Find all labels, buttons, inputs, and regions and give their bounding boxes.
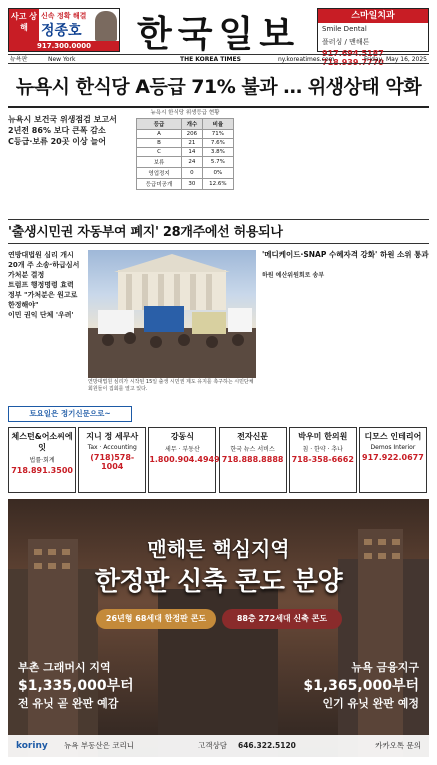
table-cell: 7.6%: [202, 139, 233, 148]
table-header: 개수: [182, 119, 203, 130]
masthead-subtitle: THE KOREA TIMES: [180, 56, 241, 63]
ad-left-offer: [18, 659, 158, 711]
phone-number[interactable]: 646.322.5120: [238, 741, 296, 750]
portrait-image: [95, 11, 117, 41]
table-row: [137, 148, 234, 157]
lead-body-col4: [338, 112, 429, 218]
table-cell: 21: [182, 139, 203, 148]
ad-pill-2: 88층 272세대 신축 콘도: [222, 609, 342, 629]
ad-right-offer: [279, 659, 419, 711]
ad-strip: [8, 427, 429, 493]
ad-strip-title: 전자신문: [237, 432, 269, 441]
ad-strip-phone: (718)578-1004: [90, 453, 135, 471]
dateline-bar: [8, 54, 429, 64]
lead-body-col2: [136, 192, 234, 218]
table-header-row: [137, 119, 234, 130]
table-cell: B: [137, 139, 182, 148]
ad-strip-item[interactable]: [148, 427, 220, 493]
ad-strip-phone: 718.891.3500: [11, 466, 73, 475]
brand-logo[interactable]: koriny: [16, 741, 48, 751]
grade-table: [136, 118, 234, 190]
ad-right-line1: Smile Dental: [322, 25, 367, 33]
table-cell: 71%: [202, 130, 233, 139]
third-body-col2: [348, 282, 429, 422]
site-label[interactable]: ny.koreatimes.com: [278, 56, 335, 63]
protest-photo-graphic: [88, 250, 256, 378]
table-cell: 12.6%: [202, 179, 233, 190]
table-row: [137, 179, 234, 190]
ad-strip-item[interactable]: [78, 427, 146, 493]
offer-note: 인기 유닛 완판 예정: [322, 697, 419, 710]
ad-strip-phone: 917.922.0677: [362, 453, 424, 462]
third-subhead: 하원 예산위원회로 송부: [262, 272, 325, 279]
ad-left-phone: 917.300.0000: [9, 41, 119, 51]
table-cell: 등급미공개: [137, 179, 182, 190]
table-cell: 0%: [202, 168, 233, 179]
offer-price: $1,335,000부터: [18, 678, 134, 694]
ad-strip-item[interactable]: [289, 427, 357, 493]
ad-strip-sub: Tax · Accounting: [87, 444, 137, 451]
ad-strip-sub: Demos Interior: [370, 444, 416, 451]
ad-strip-item[interactable]: [359, 427, 427, 493]
ad-strip-title: 지니 정 세무사: [86, 432, 139, 441]
ad-strip-phone: 718.888.8888: [221, 455, 284, 464]
offer-area: 부촌 그래머시 지역: [18, 661, 111, 674]
ad-left-name: 정종호: [41, 23, 82, 39]
second-headline[interactable]: '출생시민권 자동부여 폐지' 28개주에선 허용되나: [8, 222, 429, 244]
subscription-banner[interactable]: 토요일은 정기신문으로~: [8, 406, 132, 422]
table-cell: 24: [182, 157, 203, 168]
ad-strip-sub: 한국 뉴스 서비스: [230, 446, 275, 453]
deck-line: 정부 "가처분은 원고로 한정해야": [8, 291, 78, 309]
table-header: 등급: [137, 119, 182, 130]
ad-strip-title: 디모스 인테리어: [364, 432, 422, 441]
condo-ad[interactable]: [8, 499, 429, 757]
second-body-col1: [8, 306, 84, 402]
table-row: [137, 139, 234, 148]
protest-photo[interactable]: [88, 250, 256, 378]
table-cell: 3.8%: [202, 148, 233, 157]
ad-strip-sub: 법률·회계: [29, 457, 55, 464]
ad-right-phone1: 917.694.5187: [322, 49, 384, 58]
third-headline[interactable]: '메디케이드·SNAP 수혜자격 강화' 하원 소위 통과: [262, 250, 429, 259]
newspaper-title: 한국일보: [136, 13, 301, 55]
table-row: [137, 130, 234, 139]
offer-price: $1,365,000부터: [303, 678, 419, 694]
ad-right-header: 스마일치과: [318, 9, 428, 23]
table-cell: 30: [182, 179, 203, 190]
table-header: 비율: [202, 119, 233, 130]
table-row: [137, 157, 234, 168]
ad-strip-sub: 침 · 한약 · 추나: [302, 446, 343, 453]
ad-pill-1: 26년형 68세대 한정판 콘도: [96, 609, 216, 629]
deck-line: 2년전 86% 보다 큰폭 감소: [8, 126, 106, 135]
ad-left-banner[interactable]: [8, 8, 120, 52]
table-row: [137, 168, 234, 179]
edition-label: 뉴욕판: [10, 56, 28, 63]
city-label: New York: [48, 56, 76, 63]
deck-line: 20개 주 소송·하급심서 가처분 결정: [8, 261, 80, 279]
table-cell: 보류: [137, 157, 182, 168]
deck-line: 연방대법원 심리 개시: [8, 251, 74, 259]
grade-table-title: 뉴욕시 한식당 위생등급 현황: [150, 110, 220, 116]
ad-main-title: 한정판 신축 콘도 분양: [94, 567, 343, 597]
table-cell: 0: [182, 168, 203, 179]
deck-line: 이민 권익 단체 '우려': [8, 311, 74, 319]
third-body-col1: [262, 282, 342, 422]
section-divider: [8, 219, 429, 220]
lead-headline[interactable]: 뉴욕시 한식당 A등급 71% 불과 … 위생상태 악화: [8, 68, 429, 108]
ad-right-line2: 플러싱 / 맨해튼: [322, 38, 370, 46]
second-body-col3: [174, 396, 256, 424]
ad-strip-item[interactable]: [8, 427, 76, 493]
ad-strip-phone: 718-358-6662: [291, 455, 354, 464]
ad-strip-phone: 1.800.904.4949: [149, 455, 220, 464]
offer-area: 뉴욕 금융지구: [351, 661, 419, 674]
ad-strip-title: 박우미 한의원: [298, 432, 348, 441]
deck-line: C등급·보류 20곳 이상 늘어: [8, 137, 106, 146]
lead-deck: [8, 114, 128, 147]
ad-tagline: 맨해튼 핵심지역: [147, 537, 290, 561]
ad-strip-title: 강동식: [170, 432, 194, 441]
ad-right-phone2: 718.939.7770: [322, 58, 384, 67]
table-cell: 5.7%: [202, 157, 233, 168]
ad-left-tagline: 신속 정확 해결: [41, 12, 87, 20]
table-cell: 206: [182, 130, 203, 139]
brand-sub: 뉴욕 부동산은 코리니: [64, 741, 134, 750]
kakao-label[interactable]: 카카오톡 문의: [375, 741, 421, 750]
ad-strip-sub: 세무 · 부동산: [165, 446, 200, 453]
table-cell: 14: [182, 148, 203, 157]
table-cell: A: [137, 130, 182, 139]
ad-strip-title: 체스턴&어소씨에잇: [11, 432, 73, 452]
deck-line: 트럼프 행정명령 효력: [8, 281, 74, 289]
lead-body-col3: [240, 112, 332, 218]
offer-note: 전 유닛 곧 완판 예감: [18, 697, 119, 710]
deck-line: 뉴욕시 보건국 위생점검 보고서: [8, 115, 117, 124]
date-label: Friday, May 16, 2025: [363, 56, 427, 63]
ad-left-badge: 사고 상해: [9, 9, 39, 43]
lead-body-col1: [8, 150, 128, 218]
ad-footer: [8, 735, 429, 757]
table-cell: C: [137, 148, 182, 157]
ad-strip-item[interactable]: [219, 427, 287, 493]
phone-label: 고객상담: [198, 741, 227, 750]
table-cell: 영업정지: [137, 168, 182, 179]
photo-caption: 연방대법원 심리가 시작된 15일 출생 시민권 제도 유지를 촉구하는 시민단체 회원들이 집회를 열고 있다.: [88, 379, 254, 392]
